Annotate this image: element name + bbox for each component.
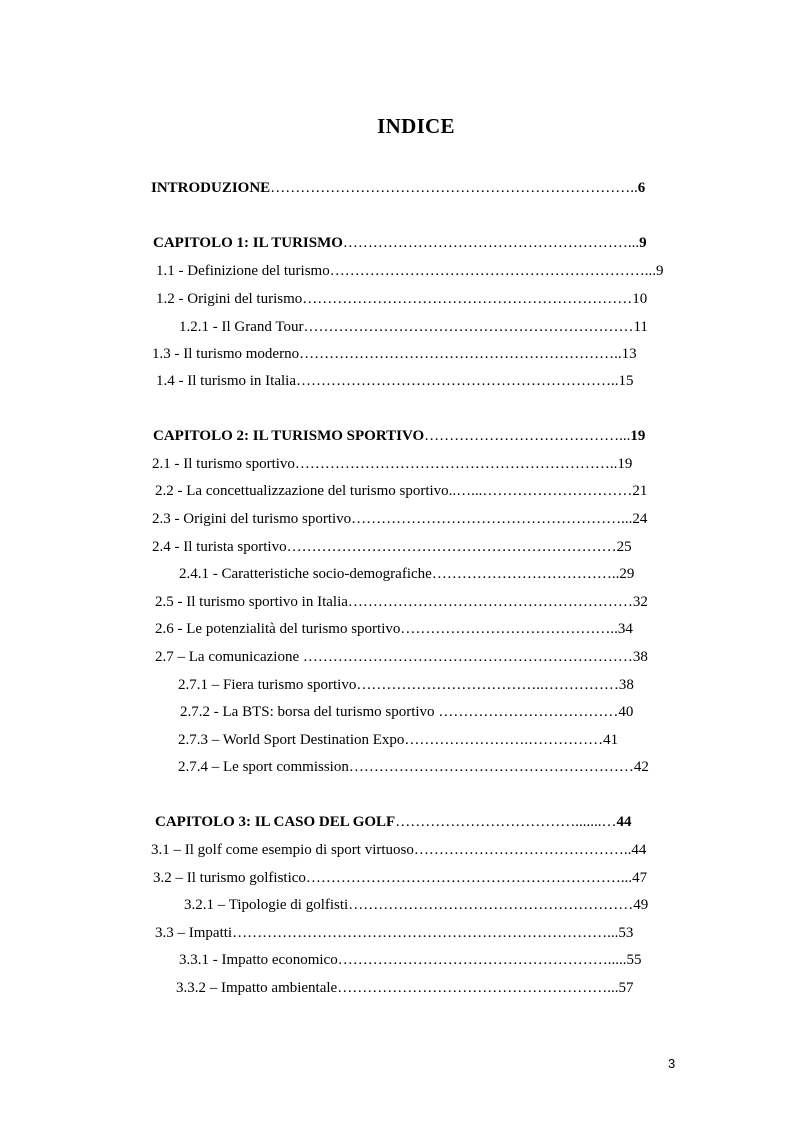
toc-entry-label: 2.7.2 - La BTS: borsa del turismo sportivo	[180, 704, 439, 720]
page-number: 3	[668, 1056, 676, 1071]
toc-entry-2-6[interactable]	[155, 619, 681, 639]
toc-entry-dots: ………………………………..	[431, 566, 620, 582]
toc-entry-page: 38	[618, 677, 634, 693]
toc-entry-dots: ……………………………………..	[400, 621, 618, 637]
toc-entry-dots: ……………………………………..	[413, 842, 632, 858]
toc-entry-2-3[interactable]	[152, 509, 681, 529]
toc-entry-label: 2.5 - Il turismo sportivo in Italia	[155, 594, 348, 610]
toc-entry-label: 2.3 - Origini del turismo sportivo	[152, 511, 352, 527]
toc-entry-dots: …………………………………………………...	[342, 235, 640, 251]
toc-entry-1-2[interactable]	[156, 289, 681, 309]
toc-entry-3-3-2[interactable]	[176, 978, 681, 998]
toc-entry-dots: ………………………………………………………..	[295, 373, 619, 389]
toc-entry-3-2[interactable]	[153, 868, 681, 888]
toc-entry-chapter-3[interactable]	[155, 812, 681, 832]
toc-entry-2-4[interactable]	[152, 537, 681, 557]
toc-entry-page: 25	[616, 539, 632, 555]
toc-entry-dots: …………………………………………………	[348, 897, 634, 913]
toc-entry-dots: ………………………………………………………..	[299, 346, 622, 362]
toc-entry-1-4[interactable]	[156, 371, 681, 391]
toc-entry-dots: ………………………………………………………...	[329, 263, 656, 279]
toc-entry-page: 44	[631, 842, 647, 858]
toc-entry-page: 49	[633, 897, 649, 913]
toc-entry-label: 2.4 - Il turista sportivo	[152, 539, 287, 555]
toc-entry-label: CAPITOLO 3: IL CASO DEL GOLF	[155, 814, 396, 830]
toc-entry-dots: …………………………………...	[424, 428, 631, 444]
toc-entry-dots: …………………….……………	[404, 732, 604, 748]
toc-entry-1-3[interactable]	[152, 344, 681, 364]
toc-entry-2-7-2[interactable]	[180, 702, 681, 722]
toc-entry-dots: ……………………………….......…	[395, 814, 617, 830]
toc-entry-label: INTRODUZIONE	[151, 180, 271, 196]
toc-entry-label: 2.2 - La concettualizzazione del turismo sportivo	[155, 483, 449, 499]
toc-entry-page: 47	[632, 870, 648, 886]
toc-entry-label: 1.1 - Definizione del turismo	[156, 263, 330, 279]
toc-entry-introduzione[interactable]	[151, 178, 681, 198]
toc-entry-label: 1.4 - Il turismo in Italia	[156, 373, 296, 389]
toc-entry-chapter-1[interactable]	[153, 233, 681, 253]
toc-entry-page: 29	[619, 566, 635, 582]
toc-entry-label: CAPITOLO 1: IL TURISMO	[153, 235, 343, 251]
toc-entry-page: 41	[603, 732, 619, 748]
toc-entry-3-1[interactable]	[151, 840, 681, 860]
toc-entry-page: 21	[632, 483, 648, 499]
toc-entry-label: 2.4.1 - Caratteristiche socio-demografiche	[179, 566, 432, 582]
toc-entry-label: 1.2 - Origini del turismo	[156, 291, 303, 307]
toc-entry-dots: ……………………………………………….....	[337, 952, 627, 968]
toc-entry-page: 10	[632, 291, 648, 307]
toc-entry-dots: …………………………………………………………	[286, 539, 617, 555]
toc-entry-dots: …………………………………………………………	[303, 319, 634, 335]
toc-entry-page: 9	[655, 263, 664, 279]
toc-entry-label: 2.7 – La comunicazione	[155, 649, 303, 665]
toc-entry-2-1[interactable]	[152, 454, 681, 474]
toc-entry-2-7-4[interactable]	[178, 757, 681, 777]
toc-entry-dots: …………………………………………………	[347, 594, 633, 610]
toc-entry-label: 1.2.1 - Il Grand Tour	[179, 319, 304, 335]
toc-entry-page: 9	[639, 235, 647, 251]
toc-entry-2-7-3[interactable]	[178, 730, 681, 750]
toc-entry-label: 1.3 - Il turismo moderno	[152, 346, 300, 362]
toc-entry-chapter-2[interactable]	[153, 426, 681, 446]
toc-entry-label: 3.2 – Il turismo golfistico	[153, 870, 306, 886]
toc-entry-1-1[interactable]	[156, 261, 681, 281]
toc-entry-page: 24	[632, 511, 648, 527]
toc-entry-page: 57	[618, 980, 634, 996]
toc-entry-dots: ………………………………………………………………..	[270, 180, 638, 196]
toc-entry-page: 40	[618, 704, 634, 720]
toc-entry-dots: …………………………………………………………	[302, 649, 633, 665]
toc-entry-label: 3.3.2 – Impatto ambientale	[176, 980, 338, 996]
toc-entry-dots: …………………………………………………	[348, 759, 634, 775]
toc-entry-2-2[interactable]	[155, 481, 681, 501]
toc-entry-dots: ..…...…………………………	[448, 483, 633, 499]
toc-entry-page: 38	[632, 649, 648, 665]
toc-entry-3-3-1[interactable]	[179, 950, 681, 970]
toc-entry-2-7[interactable]	[155, 647, 681, 667]
toc-entry-label: 3.2.1 – Tipologie di golfisti	[184, 897, 349, 913]
toc-entry-dots: ………………………………………………...	[337, 980, 619, 996]
toc-entry-2-5[interactable]	[155, 592, 681, 612]
toc-entry-page: 11	[633, 319, 648, 335]
toc-entry-label: 2.7.3 – World Sport Destination Expo	[178, 732, 405, 748]
toc-entry-label: 2.7.4 – Le sport commission	[178, 759, 349, 775]
toc-entry-dots: ………………………………	[438, 704, 619, 720]
toc-entry-page: 19	[630, 428, 646, 444]
toc-entry-label: 3.1 – Il golf come esempio di sport virtuoso	[151, 842, 414, 858]
toc-entry-page: 53	[618, 925, 634, 941]
page-title: INDICE	[377, 114, 455, 138]
toc-entry-label: 2.6 - Le potenzialità del turismo sportivo	[155, 621, 401, 637]
toc-entry-page: 44	[616, 814, 632, 830]
toc-entry-2-4-1[interactable]	[179, 564, 681, 584]
toc-entry-label: 3.3.1 - Impatto economico	[179, 952, 338, 968]
toc-entry-page: 42	[633, 759, 649, 775]
toc-entry-label: CAPITOLO 2: IL TURISMO SPORTIVO	[153, 428, 425, 444]
toc-entry-label: 3.3 – Impatti	[155, 925, 233, 941]
toc-entry-dots: ………………………………..……………	[356, 677, 619, 693]
toc-entry-page: 15	[618, 373, 634, 389]
toc-entry-page: 34	[617, 621, 633, 637]
toc-entry-label: 2.7.1 – Fiera turismo sportivo	[178, 677, 357, 693]
toc-entry-page: 13	[621, 346, 637, 362]
toc-entry-page: 6	[637, 180, 646, 196]
toc-entry-dots: …………………………………………………………………...	[232, 925, 619, 941]
toc-entry-dots: ………………………………………………...	[351, 511, 633, 527]
toc-entry-dots: ………………………………………………………...	[305, 870, 633, 886]
toc-entry-1-2-1[interactable]	[179, 317, 681, 337]
toc-entry-page: 19	[617, 456, 633, 472]
toc-entry-label: 2.1 - Il turismo sportivo	[152, 456, 295, 472]
toc-entry-2-7-1[interactable]	[178, 675, 681, 695]
toc-entry-dots: ………………………………………………………..	[294, 456, 618, 472]
toc-entry-page: 32	[632, 594, 648, 610]
toc-entry-page: 55	[626, 952, 642, 968]
toc-entry-dots: …………………………………………………………	[302, 291, 633, 307]
toc-entry-3-3[interactable]	[155, 923, 681, 943]
toc-entry-3-2-1[interactable]	[184, 895, 681, 915]
